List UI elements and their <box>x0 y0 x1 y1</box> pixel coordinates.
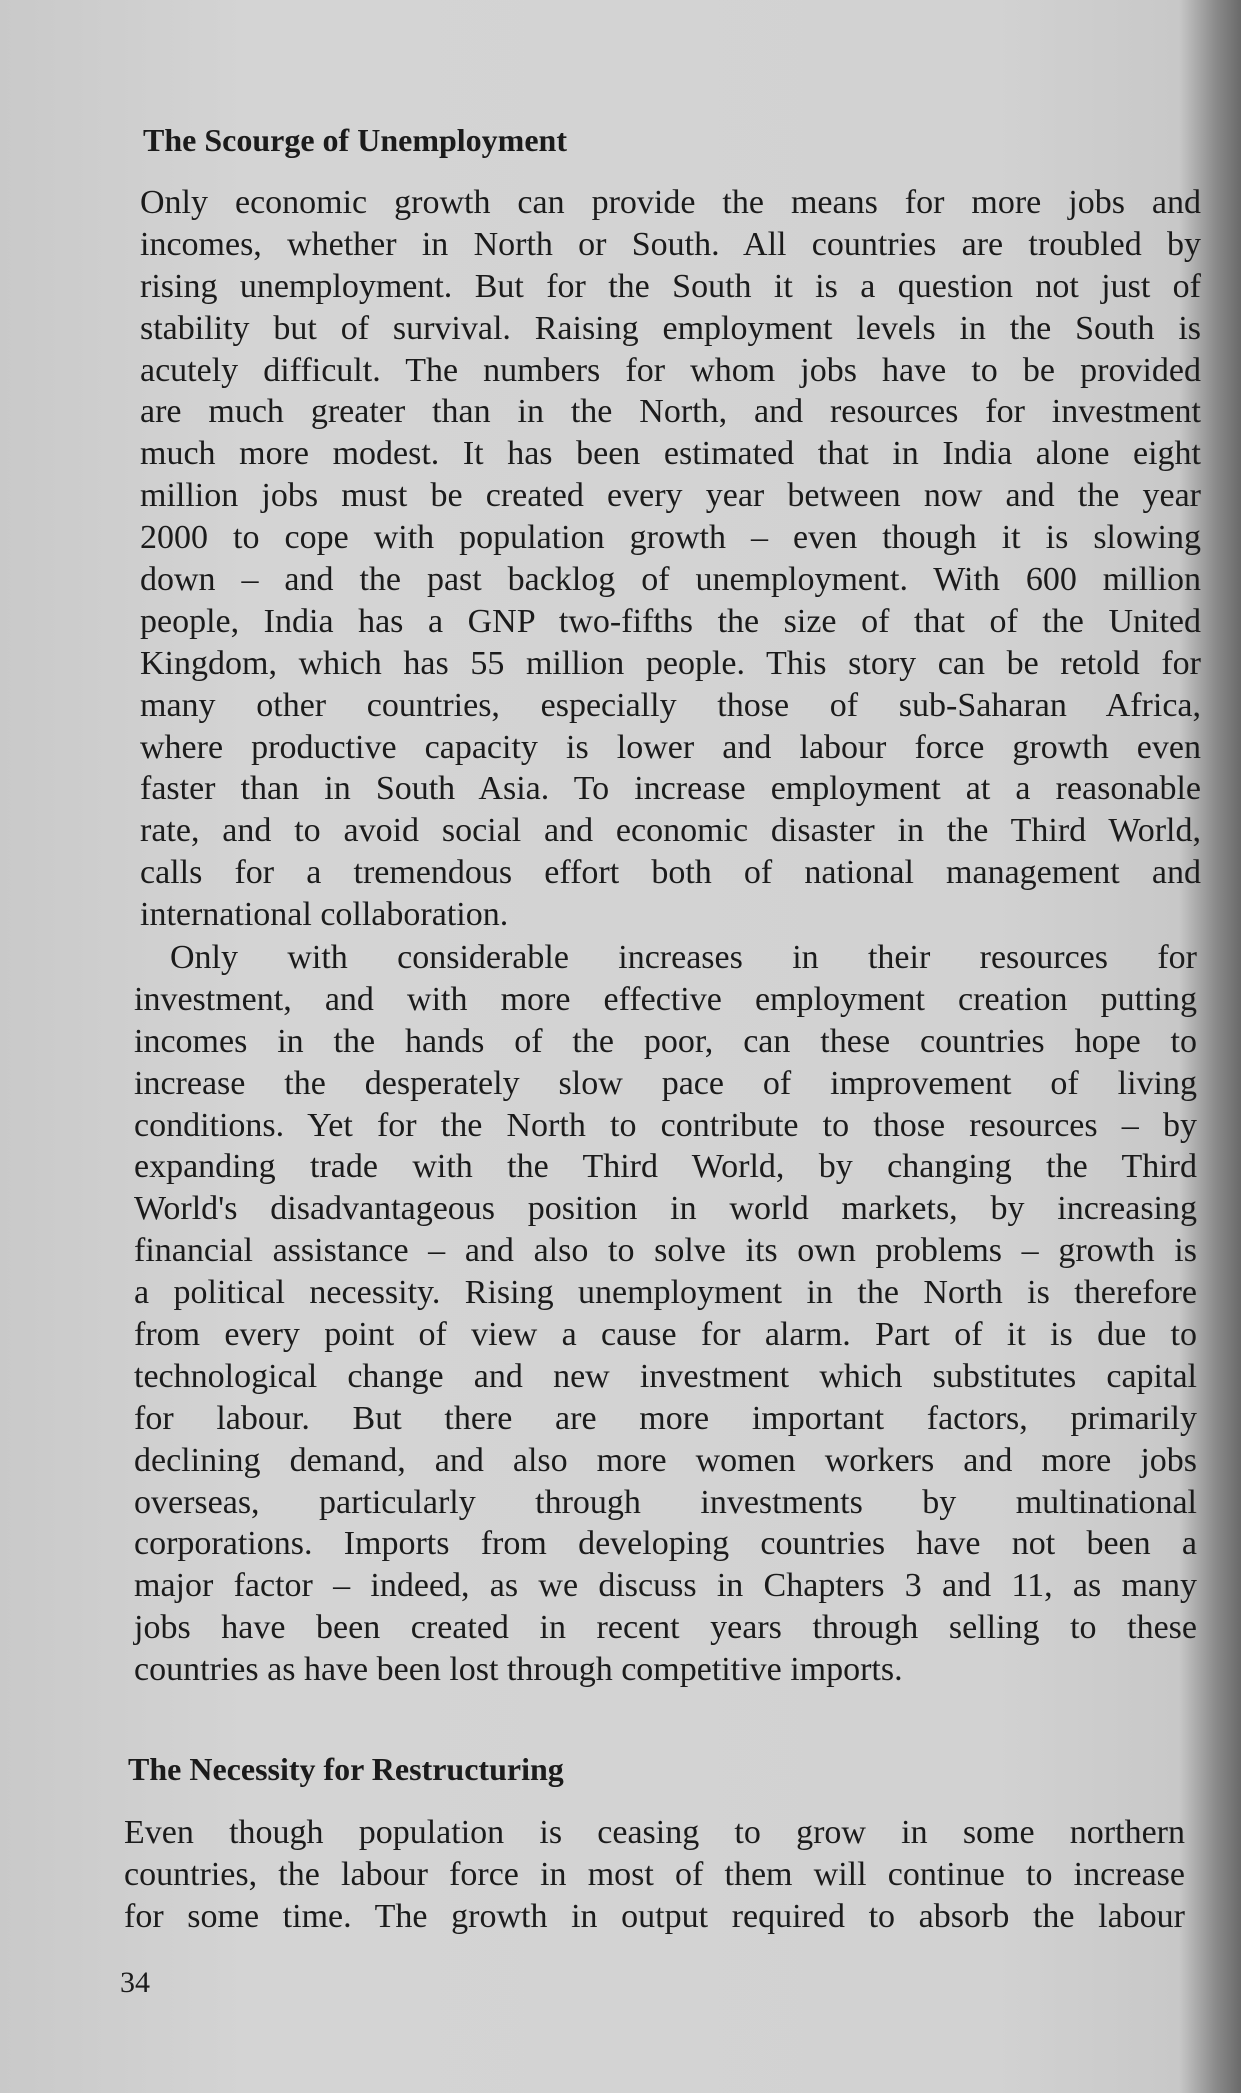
text-line: technological change and new investment which substitutes capital <box>134 1357 1197 1395</box>
paragraph-unemployment-1 <box>140 182 1201 936</box>
text-line: incomes in the hands of the poor, can these countries hope to <box>134 1022 1197 1060</box>
text-line: people, India has a GNP two-fifths the size of that of the United <box>140 602 1201 640</box>
text-line: calls for a tremendous effort both of national management and <box>140 854 1201 892</box>
text-line: faster than in South Asia. To increase employment at a reasonable <box>140 770 1201 808</box>
text-line: expanding trade with the Third World, by changing the Third <box>134 1148 1197 1186</box>
text-line: a political necessity. Rising unemployment in the North is therefore <box>134 1274 1197 1312</box>
text-line: 2000 to cope with population growth – even though it is slowing <box>140 519 1201 557</box>
text-line: rising unemployment. But for the South it is a question not just of <box>140 267 1201 305</box>
text-line: Only with considerable increases in their resources for <box>170 939 1197 976</box>
text-line: acutely difficult. The numbers for whom jobs have to be provided <box>140 351 1201 389</box>
text-line: corporations. Imports from developing countries have not been a <box>134 1525 1197 1563</box>
text-line: countries, the labour force in most of them will continue to increase <box>124 1855 1185 1893</box>
text-line: World's disadvantageous position in world markets, by increasing <box>134 1190 1197 1228</box>
text-line: investment, and with more effective employment creation putting <box>134 980 1197 1018</box>
text-line: Only economic growth can provide the means for more jobs and <box>140 184 1201 221</box>
text-line: Even though population is ceasing to grow in some northern <box>124 1814 1185 1851</box>
paragraph-restructuring-1 <box>124 1812 1185 1938</box>
text-line: incomes, whether in North or South. All countries are troubled by <box>140 225 1201 263</box>
paragraph-unemployment-2 <box>134 937 1197 1691</box>
text-line: rate, and to avoid social and economic disaster in the Third World, <box>140 812 1201 850</box>
text-line: jobs have been created in recent years through selling to these <box>134 1609 1197 1647</box>
text-line: much more modest. It has been estimated that in India alone eight <box>140 435 1201 473</box>
text-line: for labour. But there are more important factors, primarily <box>134 1399 1197 1437</box>
text-line: for some time. The growth in output required to absorb the labour <box>124 1897 1185 1935</box>
text-line: stability but of survival. Raising employment levels in the South is <box>140 309 1201 347</box>
text-line: from every point of view a cause for alarm. Part of it is due to <box>134 1316 1197 1354</box>
text-line: where productive capacity is lower and labour force growth even <box>140 728 1201 766</box>
text-line: million jobs must be created every year between now and the year <box>140 477 1201 515</box>
text-line: countries as have been lost through competitive imports. <box>134 1651 903 1689</box>
text-line: international collaboration. <box>140 896 509 934</box>
text-line: Kingdom, which has 55 million people. This story can be retold for <box>140 644 1201 682</box>
section-heading-restructuring: The Necessity for Restructuring <box>128 1751 564 1787</box>
text-line: major factor – indeed, as we discuss in Chapters 3 and 11, as many <box>134 1567 1197 1605</box>
text-line: increase the desperately slow pace of improvement of living <box>134 1064 1197 1102</box>
text-line: financial assistance – and also to solve its own problems – growth is <box>134 1232 1197 1270</box>
text-line: many other countries, especially those of sub-Saharan Africa, <box>140 686 1201 724</box>
text-line: overseas, particularly through investments by multinational <box>134 1483 1197 1521</box>
text-line: conditions. Yet for the North to contribute to those resources – by <box>134 1106 1197 1144</box>
text-line: declining demand, and also more women workers and more jobs <box>134 1441 1197 1479</box>
section-heading-unemployment: The Scourge of Unemployment <box>143 122 567 158</box>
text-line: are much greater than in the North, and resources for investment <box>140 393 1201 431</box>
page-number: 34 <box>120 1966 150 1999</box>
text-line: down – and the past backlog of unemployment. With 600 million <box>140 561 1201 599</box>
